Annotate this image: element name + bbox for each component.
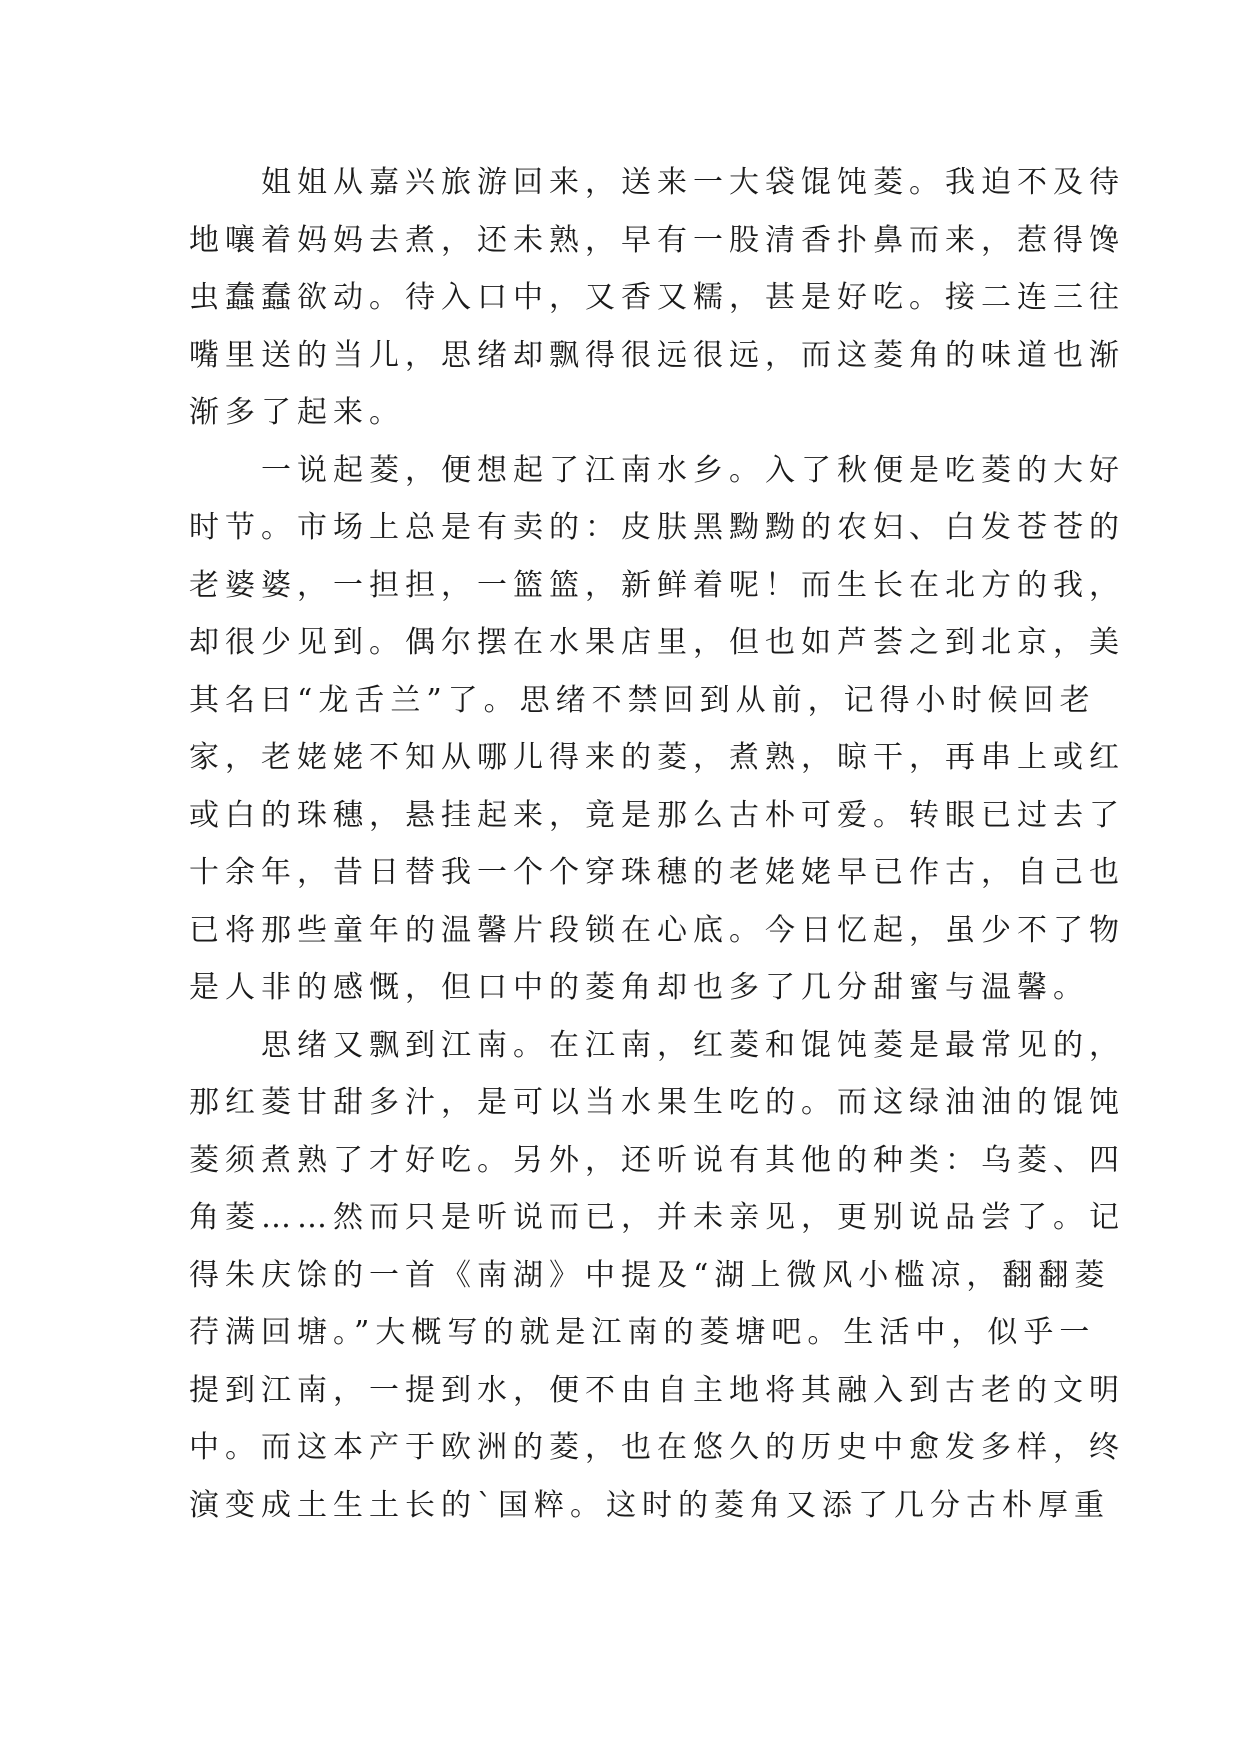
text-line: 那红菱甘甜多汁，是可以当水果生吃的。而这绿油油的馄饨 [189, 1085, 1125, 1120]
text-line: 其名曰“龙舌兰”了。思绪不禁回到从前，记得小时候回老 [189, 682, 1096, 718]
text-line: 地嚷着妈妈去煮，还未熟，早有一股清香扑鼻而来，惹得馋 [189, 222, 1125, 258]
text-line: 思绪又飘到江南。在江南，红菱和馄饨菱是最常见的， [261, 1027, 1125, 1063]
paragraph-2 [189, 442, 1125, 1017]
text-line: 姐姐从嘉兴旅游回来，送来一大袋馄饨菱。我迫不及待 [261, 165, 1125, 200]
text-line: 菱须煮熟了才好吃。另外，还听说有其他的种类：乌菱、四 [189, 1142, 1125, 1178]
text-line: 却很少见到。偶尔摆在水果店里，但也如芦荟之到北京，美 [189, 625, 1125, 660]
paragraph-1 [189, 154, 1125, 442]
text-line: 虫蠢蠢欲动。待入口中，又香又糯，甚是好吃。接二连三往 [189, 280, 1125, 315]
text-line: 嘴里送的当儿，思绪却飘得很远很远，而这菱角的味道也渐 [189, 337, 1125, 373]
text-line: 演变成土生土长的`国粹。这时的菱角又添了几分古朴厚重 [189, 1487, 1110, 1523]
text-line: 已将那些童年的温馨片段锁在心底。今日忆起，虽少不了物 [189, 912, 1125, 948]
text-line: 十余年，昔日替我一个个穿珠穗的老姥姥早已作古，自己也 [189, 855, 1125, 890]
text-line: 得朱庆馀的一首《南湖》中提及“湖上微风小槛凉，翻翻菱 [189, 1257, 1111, 1293]
text-line: 一说起菱，便想起了江南水乡。入了秋便是吃菱的大好 [261, 452, 1125, 488]
paragraph-3 [189, 1017, 1125, 1535]
text-line: 家，老姥姥不知从哪儿得来的菱，煮熟，晾干，再串上或红 [189, 740, 1125, 775]
text-line: 渐多了起来。 [189, 395, 405, 430]
text-line: 提到江南，一提到水，便不由自主地将其融入到古老的文明 [189, 1372, 1125, 1408]
text-line: 荇满回塘。”大概写的就是江南的菱塘吧。生活中，似乎一 [189, 1315, 1096, 1350]
text-line: 时节。市场上总是有卖的：皮肤黑黝黝的农妇、白发苍苍的 [189, 510, 1125, 545]
text-line: 是人非的感慨，但口中的菱角却也多了几分甜蜜与温馨。 [189, 970, 1089, 1005]
text-line: 角菱……然而只是听说而已，并未亲见，更别说品尝了。记 [189, 1200, 1125, 1235]
text-line: 中。而这本产于欧洲的菱，也在悠久的历史中愈发多样，终 [189, 1430, 1125, 1465]
text-line: 老婆婆，一担担，一篮篮，新鲜着呢！而生长在北方的我， [189, 567, 1125, 603]
text-line: 或白的珠穗，悬挂起来，竟是那么古朴可爱。转眼已过去了 [189, 797, 1125, 833]
essay-body [189, 154, 1125, 1534]
